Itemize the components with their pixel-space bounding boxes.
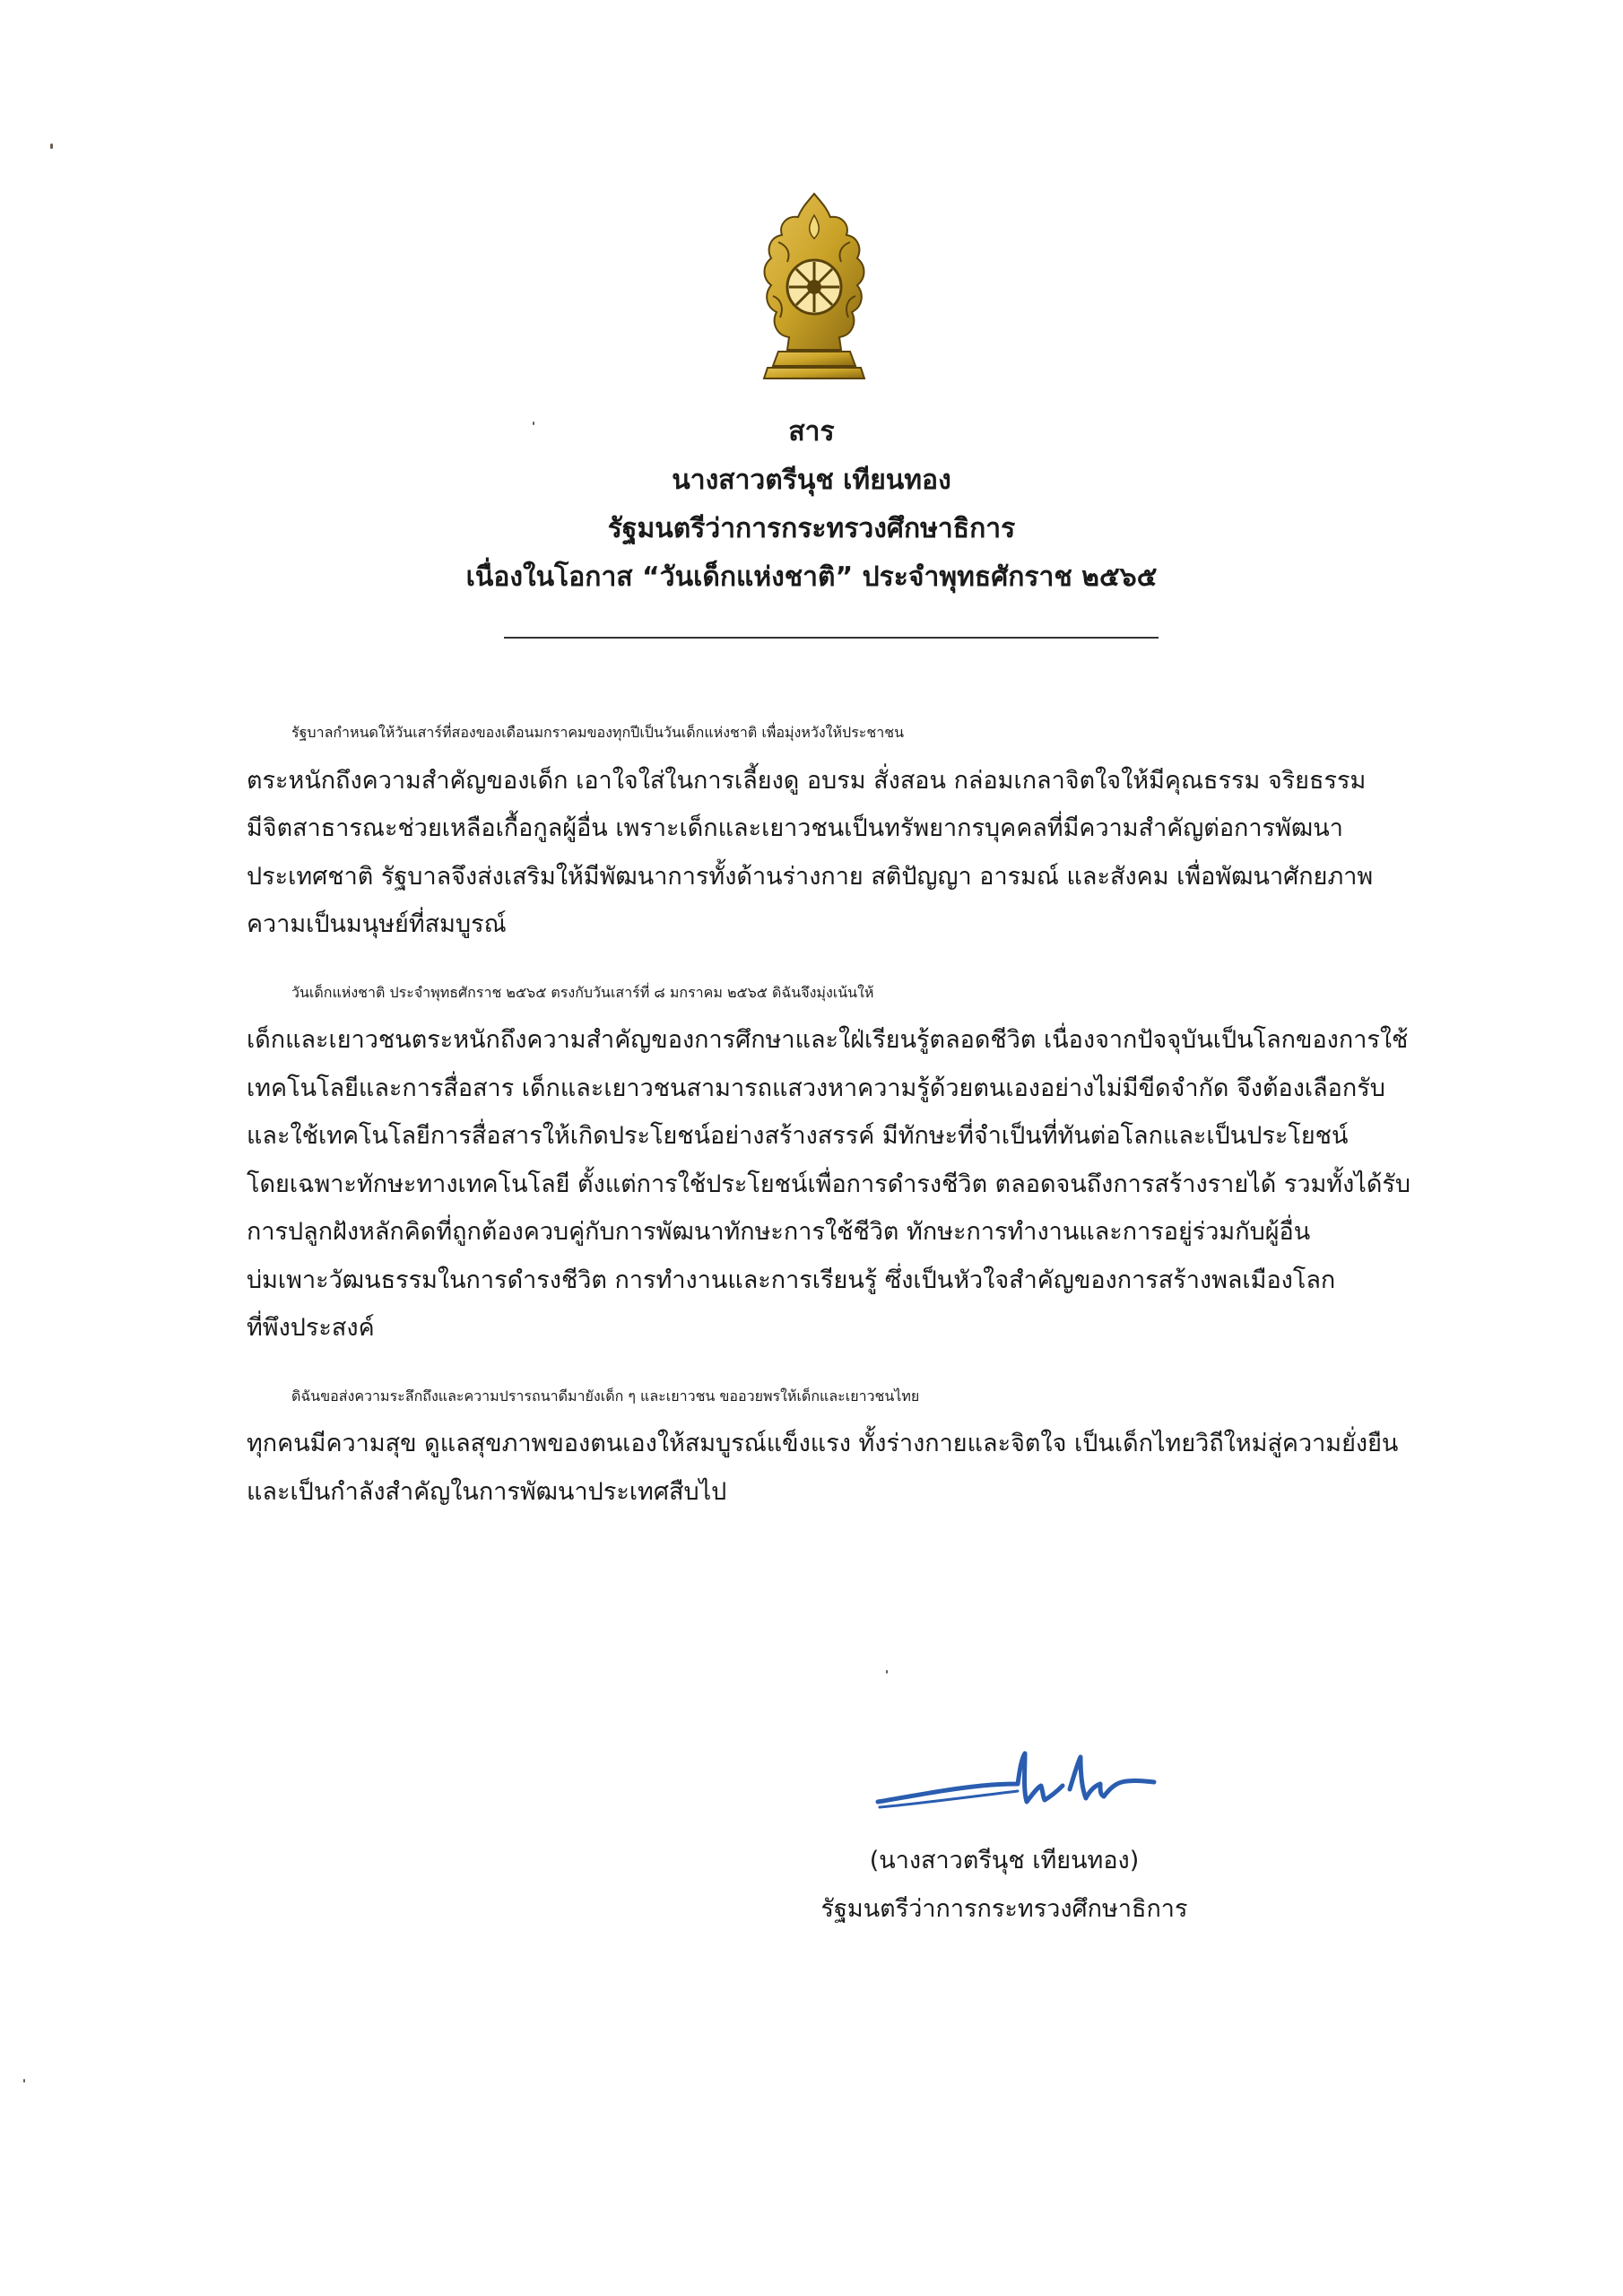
scan-speck: [23, 2079, 25, 2083]
header-sender-name: นางสาวตรีนุช เทียนทอง: [672, 465, 951, 496]
paragraph-3: [247, 1372, 1439, 1517]
header-sender-position: รัฐมนตรีว่าการกระทรวงศึกษาธิการ: [607, 513, 1016, 544]
paragraph-line: มีจิตสาธารณะช่วยเหลือเกื้อกูลผู้อื่น เพราะเด็กและเยาวชนเป็นทรัพยากรบุคคลที่มีความสำคัญต่อการพัฒนา: [247, 814, 1343, 842]
handwritten-signature-icon: [874, 1744, 1161, 1825]
paragraph-line: บ่มเพาะวัฒนธรรมในการดำรงชีวิต การทำงานและการเรียนรู้ ซึ่งเป็นหัวใจสำคัญของการสร้างพลเมืองโลก: [247, 1265, 1336, 1294]
paragraph-line: การปลูกฝังหลักคิดที่ถูกต้องควบคู่กับการพัฒนาทักษะการใช้ชีวิต ทักษะการทำงานและการอยู่ร่วมกับผู้อื่น: [247, 1218, 1311, 1246]
paragraph-line: วันเด็กแห่งชาติ ประจำพุทธศักราช ๒๕๖๕ ตรงกับวันเสาร์ที่ ๘ มกราคม ๒๕๖๕ ดิฉันจึงมุ่งเน้นให้: [291, 983, 874, 1001]
scan-speck: [50, 144, 53, 149]
scan-speck: [886, 1670, 888, 1674]
signer-block: [771, 1837, 1237, 1934]
paragraph-line: เทคโนโลยีและการสื่อสาร เด็กและเยาวชนสามารถแสวงหาความรู้ด้วยตนเองอย่างไม่มีขีดจำกัด จึงต้องเลือกรับ: [247, 1074, 1385, 1102]
paragraph-line: ประเทศชาติ รัฐบาลจึงส่งเสริมให้มีพัฒนาการทั้งด้านร่างกาย สติปัญญา อารมณ์ และสังคม เพื่อพัฒนาศักยภาพ: [247, 862, 1374, 891]
paragraph-line: เด็กและเยาวชนตระหนักถึงความสำคัญของการศึกษาและใฝ่เรียนรู้ตลอดชีวิต เนื่องจากปัจจุบันเป็นโลกของการใช้: [247, 1026, 1409, 1054]
paragraph-line: ความเป็นมนุษย์ที่สมบูรณ์: [247, 910, 507, 938]
paragraph-2: [247, 969, 1439, 1352]
letter-body: [247, 709, 1439, 1535]
paragraph-1: [247, 709, 1439, 949]
header-title: สาร: [788, 416, 835, 448]
signer-title: รัฐมนตรีว่าการกระทรวงศึกษาธิการ: [820, 1895, 1188, 1923]
paragraph-line: และเป็นกำลังสำคัญในการพัฒนาประเทศสืบไป: [247, 1477, 727, 1506]
paragraph-line: รัฐบาลกำหนดให้วันเสาร์ที่สองของเดือนมกราคมของทุกปีเป็นวันเด็กแห่งชาติ เพื่อมุ่งหวังให้ประชาชน: [291, 724, 905, 741]
paragraph-line: โดยเฉพาะทักษะทางเทคโนโลยี ตั้งแต่การใช้ประโยชน์เพื่อการดำรงชีวิต ตลอดจนถึงการสร้างรายได้ รวมทั้งได้รับ: [247, 1170, 1411, 1198]
paragraph-line: ทุกคนมีความสุข ดูแลสุขภาพของตนเองให้สมบูรณ์แข็งแรง ทั้งร่างกายและจิตใจ เป็นเด็กไทยวิถีใหม่สู่ความยั่งยืน: [247, 1430, 1399, 1457]
paragraph-line: ตระหนักถึงความสำคัญของเด็ก เอาใจใส่ในการเลี้ยงดู อบรม สั่งสอน กล่อมเกลาจิตใจให้มีคุณธรรม จริยธรรม: [247, 766, 1367, 795]
header-occasion: เนื่องในโอกาส “วันเด็กแห่งชาติ” ประจำพุทธศักราช ๒๕๖๕: [465, 561, 1158, 593]
scan-speck: [533, 422, 534, 425]
paragraph-line: ดิฉันขอส่งความระลึกถึงและความปรารถนาดีมายังเด็ก ๆ และเยาวชน ขออวยพรให้เด็กและเยาวชนไทย: [291, 1387, 920, 1405]
letter-header: [269, 408, 1354, 602]
signer-name: (นางสาวตรีนุช เทียนทอง): [869, 1847, 1140, 1874]
paragraph-line: และใช้เทคโนโลยีการสื่อสารให้เกิดประโยชน์อย่างสร้างสรรค์ มีทักษะที่จำเป็นที่ทันต่อโลกและเป็นประโยชน์: [247, 1122, 1349, 1150]
header-divider: [504, 637, 1159, 639]
ministry-of-education-emblem-icon: [751, 188, 877, 381]
paragraph-line: ที่พึงประสงค์: [247, 1314, 375, 1342]
